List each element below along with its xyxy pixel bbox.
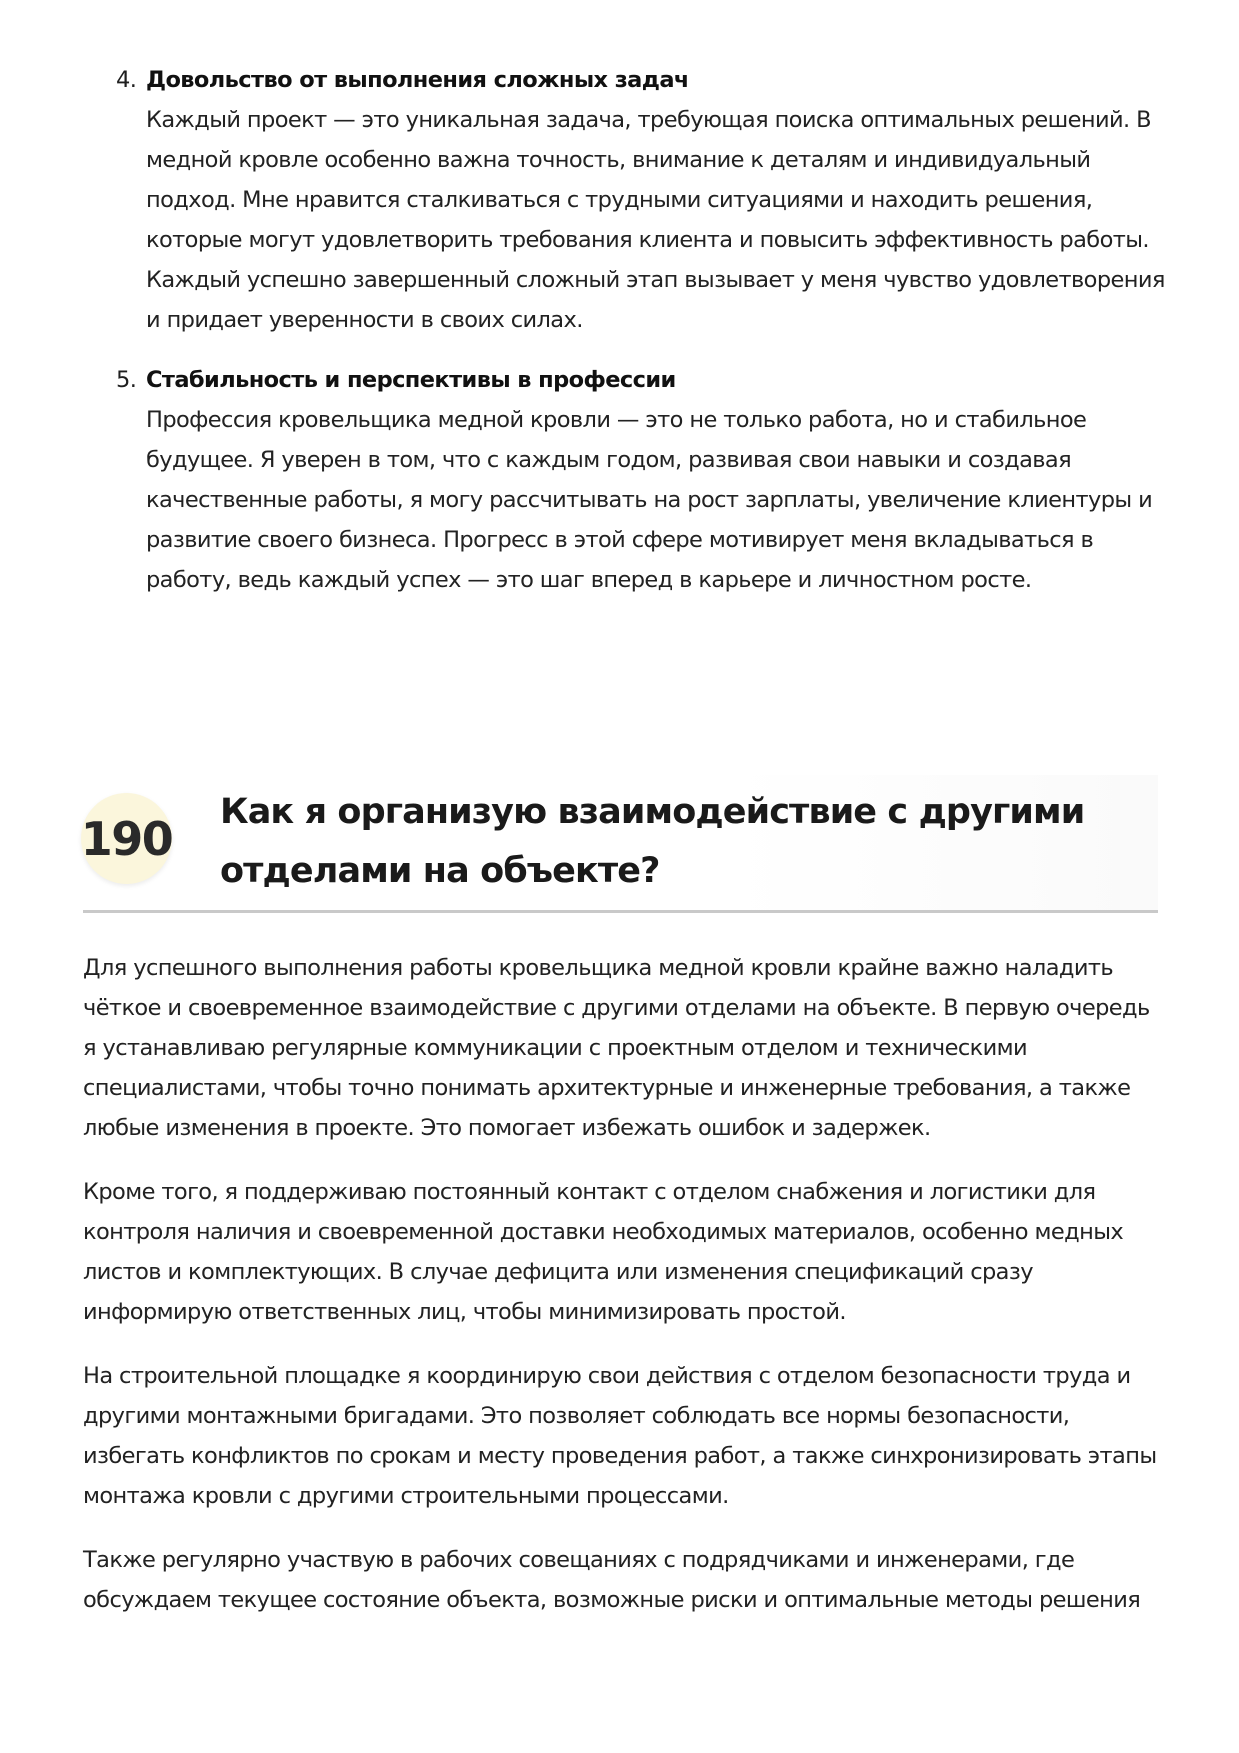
paragraph: На строительной площадке я координирую свои действия с отделом безопасности труда и другими монтажными бригадами. Это позволяет соблюдать все нормы безопасности, избегать конфликтов по срокам и месту проведения работ, а также синхронизировать этапы монтажа кровли с другими строительными процессами.	[83, 1363, 1157, 1509]
section-header	[80, 775, 1158, 913]
list-item-body: Профессия кровельщика медной кровли — это не только работа, но и стабильное будущее. Я уверен в том, что с каждым годом, развивая свои навыки и создавая качественные работы, я могу рассчитывать на рост зарплаты, увеличение клиентуры и развитие своего бизнеса. Прогресс в этой сфере мотивирует меня вкладываться в работу, ведь каждый успех — это шаг вперед в карьере и личностном росте.	[146, 407, 1153, 593]
list-item-title: Стабильность и перспективы в профессии	[146, 367, 676, 393]
list-item-body: Каждый проект — это уникальная задача, требующая поиска оптимальных решений. В медной кровле особенно важна точность, внимание к деталям и индивидуальный подход. Мне нравится сталкиваться с трудными ситуациями и находить решения, которые могут удовлетворить требования клиента и повысить эффективность работы. Каждый успешно завершенный сложный этап вызывает у меня чувство удовлетворения и придает уверенности в своих силах.	[146, 107, 1165, 333]
list-item	[83, 360, 1173, 600]
list-item	[83, 60, 1173, 340]
list-item-number: 5.	[116, 367, 137, 393]
paragraph: Также регулярно участвую в рабочих совещаниях с подрядчиками и инженерами, где обсуждаем текущее состояние объекта, возможные риски и оптимальные методы решения	[83, 1547, 1141, 1613]
section-number: 190	[80, 811, 173, 866]
paragraph: Для успешного выполнения работы кровельщика медной кровли крайне важно наладить чёткое и своевременное взаимодействие с другими отделами на объекте. В первую очередь я устанавливаю регулярные коммуникации с проектным отделом и техническими специалистами, чтобы точно понимать архитектурные и инженерные требования, а также любые изменения в проекте. Это помогает избежать ошибок и задержек.	[83, 955, 1150, 1141]
section-content	[83, 948, 1158, 1644]
paragraph: Кроме того, я поддерживаю постоянный контакт с отделом снабжения и логистики для контроля наличия и своевременной доставки необходимых материалов, особенно медных листов и комплектующих. В случае дефицита или изменения спецификаций сразу информирую ответственных лиц, чтобы минимизировать простой.	[83, 1179, 1124, 1325]
section-title: Как я организую взаимодействие с другими отделами на объекте?	[220, 792, 1085, 891]
list-item-number: 4.	[116, 67, 137, 93]
numbered-list	[83, 60, 1173, 620]
list-item-title: Довольство от выполнения сложных задач	[146, 67, 689, 93]
section-number-badge	[81, 793, 172, 884]
